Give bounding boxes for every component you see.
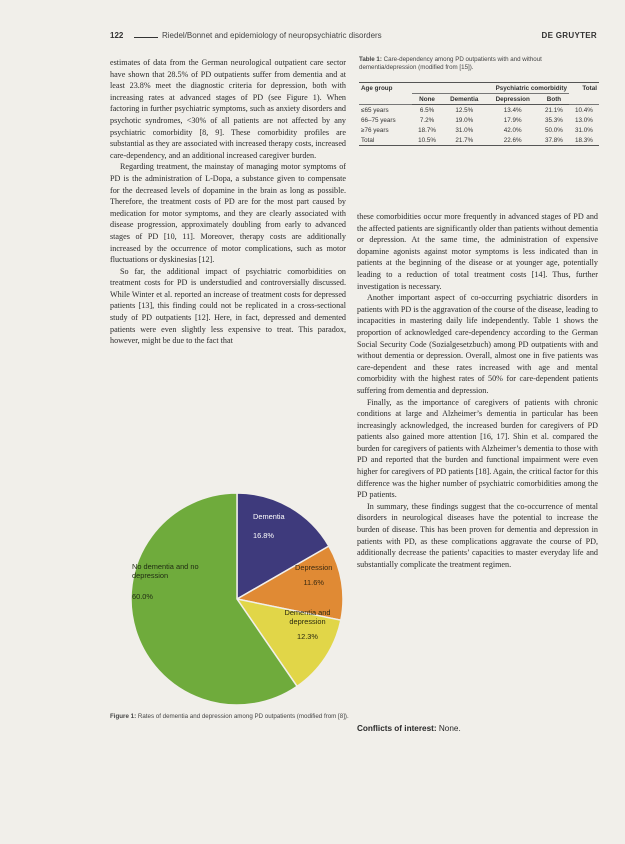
table-cell: 31.0%: [455, 126, 474, 134]
col-dementia: Dementia: [450, 95, 479, 103]
table-row: [359, 105, 599, 116]
col-total: Total: [569, 83, 599, 105]
col-depression: Depression: [495, 95, 530, 103]
care-dependency-table: [359, 82, 599, 146]
table-row: [359, 135, 599, 146]
row-label: ≥76 years: [361, 126, 389, 134]
table-cell: 21.1%: [545, 106, 563, 114]
paragraph: Another important aspect of co-occurring psychiatric disorders in patients with PD is the aggravation of the course of the disease, leading to incapacities in mastering daily life independently. Table 1 shows the proportion of acknowledged care-dependency according to the German Social Security Code (Sozialgesetzbuch) among PD outpatients with and without dementia or depression. Overall, almost one in five patients was care-dependent and these rates increased with age and mental comorbidity with the highest rates of 50% for care-dependent patients suffering from dementia and depression.: [357, 293, 598, 395]
pie-label-none: [132, 562, 232, 601]
table-cell: 17.9%: [503, 116, 522, 124]
pie-label-both: [270, 608, 345, 641]
table-caption: [359, 56, 599, 72]
table-1: [359, 56, 599, 146]
paragraph: In summary, these findings suggest that the co-occurrence of mental disorders in neurological diseases have the potential to increase the burden of disease. This has been proven for dementia and depression in patients with PD, as these complications aggravate the course of PD, additionally decrease the patients’ capacities to master everyday life and substantially complicate the treatment regimen.: [357, 501, 598, 569]
page-number: 122: [110, 31, 124, 40]
figure-caption-text: Rates of dementia and depression among PD outpatients (modified from [8]).: [137, 713, 349, 720]
right-column-text: [357, 211, 598, 570]
pie-label-value: 12.3%: [297, 632, 318, 641]
pie-label-value: 16.8%: [253, 531, 274, 540]
table-cell: 13.4%: [503, 106, 522, 114]
row-label: Total: [361, 136, 375, 144]
paragraph: estimates of data from the German neurological outpatient care sector have shown that 28.5% of PD outpatients suffer from dementia and at least 23.8% meet the diagnostic criteria for depression, both with increasing rates at advanced stages of PD (see Figure 1). When factoring in further psychiatric symptoms, such as anxiety disorders and psychotic syndromes, <30% of all patients are not affected by any psychiatric comorbidity [8, 9]. These comorbidity profiles are substantial as they are associated with increased therapy costs, increased care-dependency, and an additional increased caregiver burden.: [110, 58, 346, 160]
pie-label-value: 11.6%: [303, 578, 324, 587]
table-row: [359, 125, 599, 135]
figure-caption-label: Figure 1:: [110, 713, 137, 720]
pie-label-dementia: [253, 512, 285, 540]
table-cell: 18.7%: [418, 126, 436, 134]
page-header: [110, 31, 597, 45]
table-cell: 35.3%: [545, 116, 563, 124]
table-cell: 37.8%: [545, 136, 563, 144]
pie-label-name: Depression: [295, 563, 333, 572]
table-cell: 10.5%: [418, 136, 436, 144]
table-cell: 6.5%: [419, 106, 435, 114]
table-cell: 21.7%: [455, 136, 474, 144]
pie-label-name: Dementia: [253, 512, 285, 521]
header-rule: [134, 37, 158, 38]
table-row: [359, 115, 599, 125]
pie-label-value: 60.0%: [132, 592, 153, 601]
pie-label-name: Dementia and depression: [284, 608, 331, 626]
table-cell: 12.5%: [455, 106, 474, 114]
conflicts-label: Conflicts of interest:: [357, 724, 437, 733]
conflicts-value: None.: [438, 724, 461, 733]
pie-label-name: No dementia and no depression: [132, 562, 199, 580]
table-cell: 18.3%: [575, 136, 593, 144]
table-cell: 19.0%: [455, 116, 474, 124]
table-cell: 10.4%: [575, 106, 593, 114]
running-title: Riedel/Bonnet and epidemiology of neuropsychiatric disorders: [162, 31, 382, 40]
table-cell: 7.2%: [419, 116, 435, 124]
paragraph: Regarding treatment, the mainstay of managing motor symptoms of PD is the administration of L-Dopa, a substance given to compensate for the decreased levels of dopamine in the brain as long as possible. Therefore, the treatment costs of PD are for the most part caused by medication for motor symptoms, and they are clearly associated with disease progression, approximately doubling from early to advanced stages of PD [10, 11]. Moreover, therapy costs are additionally increased by the occurrence of motor complications, such as motor fluctuations or dyskinesias [12].: [110, 162, 346, 265]
pie-label-depression: [295, 563, 332, 587]
paragraph: these comorbidities occur more frequently in advanced stages of PD and the affected patients are significantly older than patients without dementia or depression. At the same time, the administration of expensive dopamine agonists against motor symptoms is less indicated than in patients at the beginning of the disease or at younger age, potentially leading to a reduction of total treatment costs [14]. Thus, further investigation is necessary.: [357, 212, 598, 291]
table-cell: 50.0%: [545, 126, 563, 134]
col-both: Both: [546, 95, 562, 103]
paragraph: Finally, as the importance of caregivers of patients with chronic conditions at large and Alzheimer’s dementia in particular has been increasingly acknowledged, the increased burden for caregivers of PD patients also gained more attention [16, 17]. Shin et al. compared the burden for caregivers of patients with Alzheimer’s dementia to those with PD and reported that the burden and functional impairment were even higher for caregivers of PD patients [18]. Again, the critical factor for this difference was the higher number of psychiatric comorbidities among the PD patients.: [357, 397, 598, 500]
row-label: ≤65 years: [361, 106, 389, 114]
table-caption-label: Table 1:: [359, 56, 382, 63]
table-cell: 22.6%: [503, 136, 522, 144]
publisher-name: DE GRUYTER: [541, 31, 597, 40]
table-caption-text: Care-dependency among PD outpatients with and without dementia/depression (modified from [15]).: [359, 56, 542, 72]
table-cell: 31.0%: [575, 126, 593, 134]
table-cell: 13.0%: [575, 116, 593, 124]
col-age-group: Age group: [359, 83, 412, 105]
conflicts-of-interest: [357, 724, 461, 733]
col-none: None: [419, 95, 435, 103]
col-group-psychiatric: Psychiatric comorbidity: [412, 83, 569, 94]
paragraph: So far, the additional impact of psychiatric comorbidities on treatment costs for PD is understudied and controversially discussed. While Winter et al. reported an increase of treatment costs for depressed patients [13], this finding could not be replicated in a cross-sectional study of PD outpatients [12]. Here, in fact, depressed and demented patients were even slightly less expensive to treat. This paradox, however, might be due to the fact that: [110, 266, 346, 346]
row-label: 66–75 years: [361, 116, 396, 124]
table-cell: 42.0%: [503, 126, 522, 134]
left-column-text: [110, 57, 346, 347]
figure-caption: [110, 713, 350, 721]
